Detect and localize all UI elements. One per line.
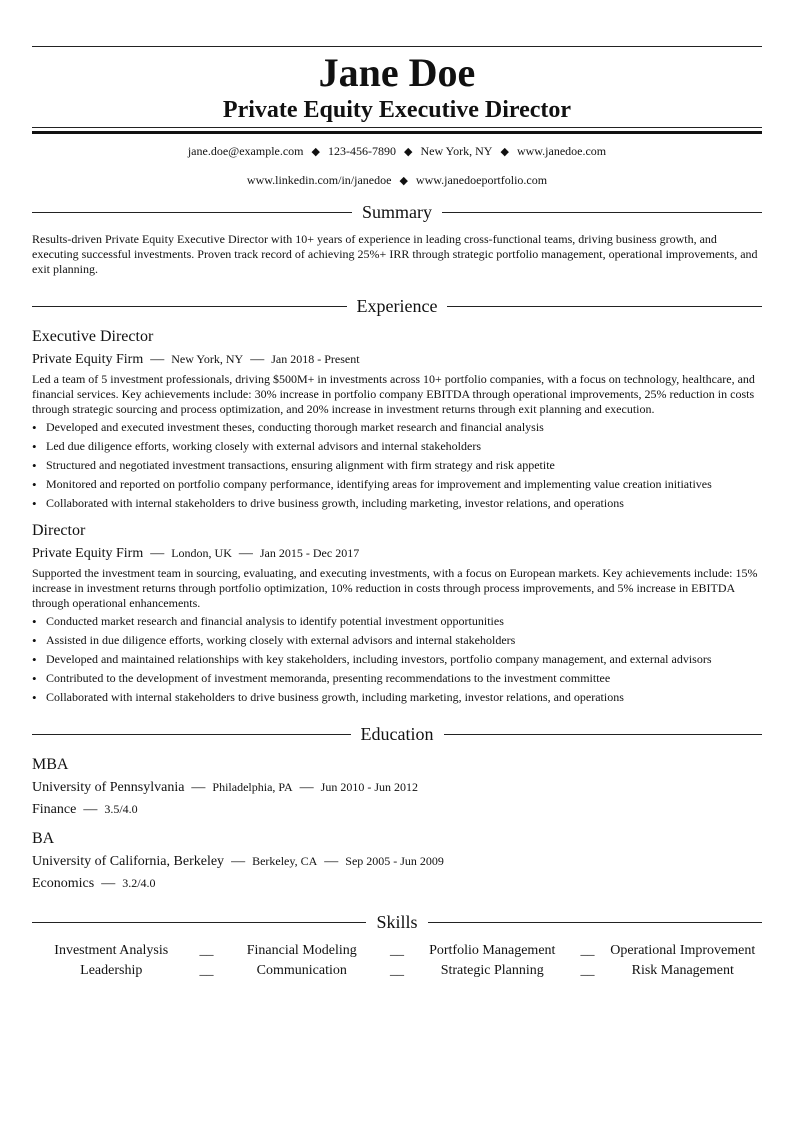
education-dates: Sep 2005 - Jun 2009 — [345, 854, 444, 868]
contact-block — [32, 143, 762, 189]
job-dates: Jan 2015 - Dec 2017 — [259, 546, 360, 560]
job-location: New York, NY — [171, 352, 244, 366]
skill: Leadership — [80, 963, 143, 978]
school: University of Pennsylvania — [32, 780, 185, 795]
heading-rule-right — [428, 922, 762, 923]
experience-entry — [32, 521, 762, 705]
skills-row-2 — [32, 961, 762, 981]
bullet-icon: • — [32, 496, 37, 511]
job-meta — [32, 544, 762, 563]
skill: Financial Modeling — [246, 943, 357, 958]
company: Private Equity Firm — [32, 352, 144, 367]
bullet-text: Collaborated with internal stakeholders to drive business growth, including marketing, investor relations, and operations — [46, 496, 624, 510]
bullet-icon: • — [32, 614, 37, 629]
job-description: Supported the investment team in sourcing, evaluating, and executing investments, with a focus on European markets. Key achievements include: 15% increase in investment returns through portfolio optimization, 10% reduction in costs through process improvements, and 5% increase in EBITDA through operational enhancements. — [32, 566, 758, 610]
experience-heading — [32, 295, 762, 317]
education-heading-label: Education — [360, 724, 434, 744]
education-dates: Jun 2010 - Jun 2012 — [320, 780, 418, 794]
job-title: Executive Director — [32, 328, 154, 345]
heading-rule-left — [32, 734, 351, 735]
portfolio-link[interactable]: www.janedoeportfolio.com — [415, 173, 548, 187]
experience-entry — [32, 327, 762, 511]
education-entry — [32, 829, 762, 893]
heading-rule-right — [447, 306, 762, 307]
linkedin-link[interactable]: www.linkedin.com/in/janedoe — [246, 173, 392, 187]
summary-heading-label: Summary — [362, 202, 432, 222]
education-meta — [32, 852, 762, 871]
education-field — [32, 800, 762, 819]
list-item — [32, 614, 762, 629]
dash: — — [299, 780, 314, 795]
job-location: London, UK — [171, 546, 232, 560]
header-rule-thin — [32, 127, 762, 128]
list-item — [32, 477, 762, 492]
dash: — — [150, 546, 165, 561]
heading-rule-left — [32, 922, 366, 923]
bullet-text: Developed and maintained relationships with key stakeholders, including investors, portfolio company management, and external advisors — [46, 652, 712, 666]
candidate-name: Jane Doe — [318, 50, 476, 95]
bullet-text: Contributed to the development of investment memoranda, presenting recommendations to the investment committee — [46, 671, 611, 685]
company: Private Equity Firm — [32, 546, 144, 561]
skill: Operational Improvement — [610, 943, 756, 958]
job-bullets — [32, 420, 762, 511]
skill: Portfolio Management — [429, 943, 556, 958]
candidate-title: Private Equity Executive Director — [222, 97, 572, 123]
school: University of California, Berkeley — [32, 854, 225, 869]
degree: MBA — [32, 756, 69, 773]
bullet-icon: • — [32, 633, 37, 648]
contact-row-1 — [32, 143, 762, 160]
phone-number[interactable]: 123-456-7890 — [327, 144, 396, 158]
diamond-icon: ◆ — [311, 146, 320, 158]
job-meta — [32, 350, 762, 369]
dash: — — [324, 854, 339, 869]
skill: Communication — [256, 963, 347, 978]
list-item — [32, 671, 762, 686]
bullet-text: Assisted in due diligence efforts, working closely with external advisors and internal stakeholders — [46, 633, 516, 647]
dash: — — [238, 546, 253, 561]
bullet-icon: • — [32, 690, 37, 705]
gpa: 3.5/4.0 — [104, 802, 138, 816]
location: New York, NY — [420, 144, 493, 158]
dash: — — [101, 876, 116, 891]
dash: — — [250, 352, 265, 367]
diamond-icon: ◆ — [500, 146, 509, 158]
list-item — [32, 420, 762, 435]
diamond-icon: ◆ — [399, 175, 408, 187]
education-field — [32, 874, 762, 893]
education-heading — [32, 723, 762, 745]
skill-separator: __ — [199, 943, 214, 958]
website-link[interactable]: www.janedoe.com — [516, 144, 607, 158]
skill: Investment Analysis — [54, 943, 169, 958]
bullet-text: Developed and executed investment theses, conducting thorough market research and financial analysis — [46, 420, 544, 434]
list-item — [32, 496, 762, 511]
list-item — [32, 633, 762, 648]
bullet-icon: • — [32, 420, 37, 435]
bullet-text: Collaborated with internal stakeholders to drive business growth, including marketing, investor relations, and operations — [46, 690, 624, 704]
heading-rule-right — [444, 734, 763, 735]
school-location: Philadelphia, PA — [212, 780, 293, 794]
top-rule — [32, 46, 762, 47]
job-title: Director — [32, 522, 86, 539]
bullet-text: Led due diligence efforts, working closely with external advisors and internal stakeholders — [46, 439, 481, 453]
bullet-icon: • — [32, 477, 37, 492]
dash: — — [231, 854, 246, 869]
skill-separator: __ — [580, 963, 595, 978]
bullet-icon: • — [32, 439, 37, 454]
bullet-text: Conducted market research and financial analysis to identify potential investment opportunities — [46, 614, 504, 628]
job-description: Led a team of 5 investment professionals, driving $500M+ in investments across 10+ portfolio companies, with a focus on technology, healthcare, and financial services. Key achievements include: 30% increase in portfolio company EBITDA through operational improvements, 25% reduction in costs through strategic sourcing and process optimization, and 20% increase in investment returns through exit planning and execution. — [32, 372, 755, 416]
bullet-text: Structured and negotiated investment transactions, ensuring alignment with firm strategy and risk appetite — [46, 458, 555, 472]
heading-rule-right — [442, 212, 762, 213]
skill: Strategic Planning — [440, 963, 544, 978]
bullet-icon: • — [32, 671, 37, 686]
summary-text: Results-driven Private Equity Executive Director with 10+ years of experience in leading cross-functional teams, driving business growth, and executing successful investments. Proven track record of achieving 25%+ IRR through strategic portfolio management, operational improvements, and exit planning. — [32, 232, 758, 276]
skill-separator: __ — [390, 963, 404, 978]
skill-separator: __ — [199, 963, 214, 978]
field: Finance — [32, 802, 77, 817]
diamond-icon: ◆ — [403, 146, 413, 158]
education-entry — [32, 755, 762, 819]
bullet-icon: • — [32, 652, 37, 667]
header-rule-thick — [32, 131, 762, 134]
skills-heading — [32, 911, 762, 933]
email-link[interactable]: jane.doe@example.com — [187, 144, 304, 158]
bullet-text: Monitored and reported on portfolio company performance, identifying areas for improvement and implementing value creation initiatives — [46, 477, 712, 491]
list-item — [32, 439, 762, 454]
school-location: Berkeley, CA — [252, 854, 318, 868]
dash: — — [83, 802, 98, 817]
skills-grid — [32, 941, 762, 981]
dash: — — [150, 352, 165, 367]
job-bullets — [32, 614, 762, 705]
dash: — — [191, 780, 206, 795]
list-item — [32, 690, 762, 705]
experience-heading-label: Experience — [356, 296, 438, 316]
bullet-icon: • — [32, 458, 37, 473]
heading-rule-left — [32, 306, 347, 307]
contact-row-2 — [32, 172, 762, 189]
job-dates: Jan 2018 - Present — [271, 352, 360, 366]
field: Economics — [32, 876, 95, 891]
skill: Risk Management — [631, 963, 734, 978]
skill-separator: __ — [580, 943, 595, 958]
heading-rule-left — [32, 212, 352, 213]
education-meta — [32, 778, 762, 797]
list-item — [32, 652, 762, 667]
degree: BA — [32, 830, 55, 847]
skills-row-1 — [32, 941, 762, 961]
resume-page — [32, 0, 762, 981]
skill-separator: __ — [390, 943, 404, 958]
summary-heading — [32, 201, 762, 223]
list-item — [32, 458, 762, 473]
gpa: 3.2/4.0 — [122, 876, 156, 890]
skills-heading-label: Skills — [376, 912, 418, 932]
